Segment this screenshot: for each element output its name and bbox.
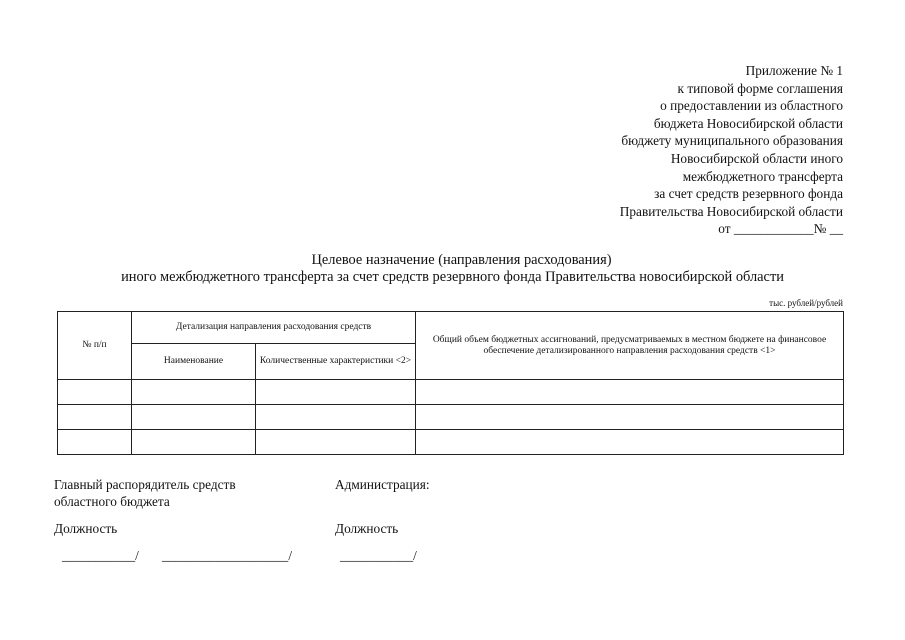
appendix-line: межбюджетного трансферта [682,168,843,184]
left-title-line-2: областного бюджета [54,494,170,509]
title-line-2: иного межбюджетного трансферта за счет средств резервного фонда Правительства новосибирской области [121,269,784,285]
right-signature-line[interactable]: ___________/ [340,548,417,563]
left-title-line-1: Главный распорядитель средств [54,477,236,492]
header-name: Наименование [132,344,256,380]
appendix-line: о предоставлении из областного [660,98,843,114]
table-row [58,380,844,405]
appendix-line: Новосибирской области иного [670,150,843,166]
left-position-label: Должность [54,521,118,536]
table-cell[interactable] [58,430,132,455]
appendix-line: Правительства Новосибирской области [619,203,843,219]
left-signatory-title [54,476,236,510]
table-row [58,430,844,455]
header-quantity: Количественные характеристики <2> [256,344,416,380]
appendix-line: бюджета Новосибирской области [653,115,843,131]
appendix-header [620,62,843,238]
table-cell[interactable] [416,380,844,405]
appendix-line: бюджету муниципального образования [621,133,843,149]
table-cell[interactable] [132,380,256,405]
table-cell[interactable] [132,430,256,455]
table-row [58,405,844,430]
header-number: № п/п [58,312,132,380]
table-cell[interactable] [58,380,132,405]
document-title [0,252,905,286]
table-header-row [58,312,844,344]
appendix-line: Приложение № 1 [745,63,843,78]
appendix-line: к типовой форме соглашения [677,80,843,96]
left-name-line[interactable]: ___________________/ [162,548,293,563]
appendix-date-line: от ____________№ __ [718,221,843,237]
table-cell[interactable] [256,380,416,405]
allocation-table [57,311,844,455]
title-line-1: Целевое назначение (направления расходования) [311,252,612,268]
table-cell[interactable] [132,405,256,430]
header-detail-group: Детализация направления расходования средств [132,312,416,344]
right-position-label: Должность [335,521,399,536]
table-cell[interactable] [58,405,132,430]
table-cell[interactable] [256,430,416,455]
right-signatory-title: Администрация: [335,477,430,492]
table-cell[interactable] [416,430,844,455]
appendix-line: за счет средств резервного фонда [654,186,843,202]
units-label: тыс. рублей/рублей [769,298,843,308]
left-signature-line[interactable]: ___________/ [62,548,139,563]
header-total: Общий объем бюджетных ассигнований, предусматриваемых в местном бюджете на финансовое обеспечение детализированного направления расходования средств <1> [416,312,844,380]
table-cell[interactable] [256,405,416,430]
table-cell[interactable] [416,405,844,430]
